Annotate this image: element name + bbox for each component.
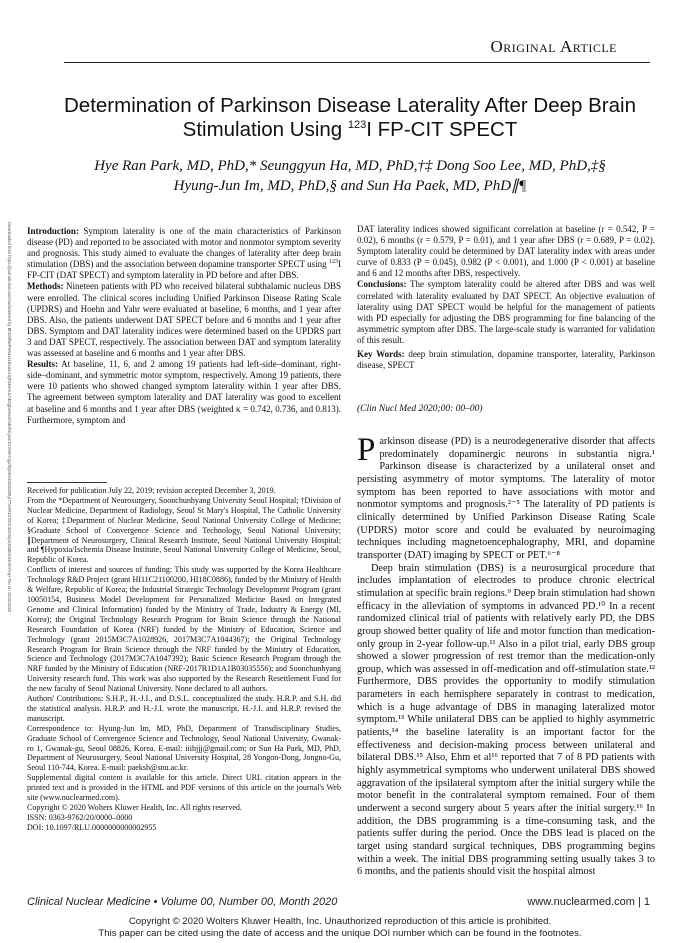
copyright-banner <box>0 916 680 940</box>
authors-line-2: Hyung-Jun Im, MD, PhD,§ and Sun Ha Paek, MD, PhD∥¶ <box>173 178 527 194</box>
body-paragraph-2: Deep brain stimulation (DBS) is a neurosurgical procedure that includes implantation of electrodes to produce chronic electrical stimulation at specific brain regions.⁹ Deep brain stimulation had shown efficacy in the alleviation of symptoms in advanced PD.¹⁰ In a recent randomized clinical trial of patients with relatively early PD, the DBS group showed better quality of life and motor function than medication-only group in 2-year follow-up.¹¹ Also in a pilot trial, early DBS group showed a slower progression of rest tremor than the medication-only group, which was assessed in off-medication and off-stimulation state.¹² Furthermore, DBS provides the opportunity to modify stimulation parameters in each hemisphere separately in contrast to medication, which is a huge advantage of DBS in managing lateralized motor symptom.¹³ While unilateral DBS can be applied to highly asymmetric patients,¹⁴ the baseline laterality is an important factor for the effectiveness and decision-making process between unilateral and bilateral DBS.¹⁵ Also, Ehm et al¹⁶ reported that 7 of 8 PD patients with highly asymmetrical symptoms who underwent unilateral DBS showed aggravation of the ipsilateral symptom after the initial surgery while the motor benefit in the contralateral symptom remained. Four of them underwent a second surgery about 5 years after the initial surgery.¹⁶ In addition, the DBS programming is a time-consuming task, and the patients suffer during the period. Once the DBS lead is placed on the target using standard surgical techniques, DBS programming begins within a week. The initial DBS programming setting usually takes 3 to 6 months, and the patients should visit the hospital almost <box>357 562 655 878</box>
contributions-note: Authors' Contributions: S.H.P., H.-J.I., and D.S.L. conceptualized the study. H.R.P. and S.H. did the statistical analysis. H.R.P. and H.-J.I. wrote the manuscript. H.-J.I. and H.R.P. revised the manuscript. <box>27 694 341 723</box>
citation: (Clin Nucl Med 2020;00: 00–00) <box>357 404 483 414</box>
received-note: Received for publication July 22, 2019; revision accepted December 3, 2019. <box>27 486 276 495</box>
body-text <box>357 432 655 879</box>
abstract-methods: Methods: Nineteen patients with PD who received bilateral subthalamic nucleus DBS were enrolled. The clinical scores including Unified Parkinson Disease Rating Scale (UPDRS) and Hoehn and Yahr were evaluated at baseline, 6 months, and 1 year after DBS. Also, the patients underwent DAT SPECT before and 6 months and 1 year after DBS. Symptom and DAT laterality indices were determined based on the UPDRS part 3 and DAT SPECT, respectively. The association between DAT and symptom laterality was assessed at baseline and 6 months and 1 year after DBS. <box>27 281 341 359</box>
abstract-conclusions: Conclusions: The symptom laterality could be altered after DBS and was well correlated with laterality evaluated by DAT SPECT. An objective evaluation of laterality using DAT SPECT would be helpful for the management of patients with PD especially for adjusting the DBS programming for fine balancing of the asymmetric symptom after DBS. The large-scale study is warranted for validation of this result. <box>357 279 655 345</box>
abstract-right <box>357 224 655 371</box>
copyright-line-1: Copyright © 2020 Wolters Kluwer Health, Inc. Unauthorized reproduction of this article is prohibited. <box>128 916 552 927</box>
conflicts-note: Conflicts of interest and sources of funding: This study was supported by the Korea Healthcare Technology R&D Project (grant HI11C21100200, HI18C0886), funded by the Ministry of Health & Welfare, Republic of Korea; the Industrial Strategic Technology Development Program (grant 10050154, Business Model Development for Personalized Medicine Based on Integrated Genome and Clinical Information) funded by the Ministry of Trade, Industry & Energy (MI, Korea); the Original Technology Research Program for Brain Science through the National Research Foundation of Korea (NRF) funded by the Ministry of Education, Science and Technology (grant 2015M3C7A1028926, 2017M3C7A1044367); the Original Technology Research Program for Brain Science through the NRF funded by the Ministry of Education, Science and Technology (2017M3C7A1047392); Basic Science Research Program through the NRF funded by the Ministry of Education (NRF-2017R1D1A1B03035556); and Soonchunhyang University research fund. This work was also supported by the Research Resettlement Fund for the new faculty of Seoul National University. None declared to all authors. <box>27 565 341 694</box>
copyright-line-2: This paper can be cited using the date of access and the unique DOI number which can be found in the footnotes. <box>98 928 582 939</box>
abstract-results: Results: At baseline, 11, 6, and 2 among 19 patients had left-side–dominant, right-side–dominant, and symmetric motor symptom, respectively. Among 19 patients, there were 10 patients who showed changed symptom laterality within 1 year after DBS. The agreement between symptom laterality and DAT laterality was good to excellent at baseline and 6 months and 1 year after DBS (weighted κ = 0.742, 0.736, and 0.813). Furthermore, symptom and <box>27 359 341 425</box>
footnotes <box>27 486 341 833</box>
doi-note: DOI: 10.1097/RLU.0000000000002955 <box>27 822 157 832</box>
header-rule <box>64 62 650 63</box>
affiliations-note: From the *Department of Neurosurgery, Soonchunhyang University Seoul Hospital; †Division of Nuclear Medicine, Department of Radiology, Seoul St Mary's Hospital, The Catholic University of Korea; ‡Department of Nuclear Medicine, Seoul National University College of Medicine; §Graduate School of Convergence Science and Technology, Seoul National University; ∥Department of Neurosurgery, Clinical Research Institute, Seoul National University Hospital; and ¶Hypoxia/Ischemia Disease Institute, Seoul National University College of Medicine, Seoul, Republic of Korea. <box>27 495 341 565</box>
abstract-results-continued: DAT laterality indices showed significant correlation at baseline (r = 0.542, P = 0.02), 6 months (r = 0.579, P = 0.01), and 1 year after DBS (r = 0.689, P = 0.02). Symptom laterality could be determined by DAT laterality index with areas under curve of 0.833 (P = 0.045), 0.982 (P < 0.001), and 1.000 (P < 0.001) at baseline and 6 and 12 months after DBS, respectively. <box>357 224 655 279</box>
drop-cap: P <box>357 432 376 468</box>
authors-line-1: Hye Ran Park, MD, PhD,* Seunggyun Ha, MD, PhD,†‡ Dong Soo Lee, MD, PhD,‡§ <box>94 158 606 174</box>
abstract-keywords: Key Words: deep brain stimulation, dopamine transporter, laterality, Parkinson disease, SPECT <box>357 349 655 371</box>
site-page-number: www.nuclearmed.com | 1 <box>527 896 650 908</box>
download-watermark: Downloaded from https://journals.lww.com/nuclearmed by BhDMf5ePHKav1zEoum1tQfN4a+kJLhEZgbsIHo4XMi0hCywCX1AWnYQp/IlQrHD3i3D0OdRyi7TvSFl4Cf3VC4/OAVpDDa8KKGKV0Ymy+78= on 10/31/2020 <box>7 222 12 613</box>
supplemental-note: Supplemental digital content is available for this article. Direct URL citation appears in the printed text and is provided in the HTML and PDF versions of this article on the journal's Web site (www.nuclearmed.com). <box>27 773 341 803</box>
journal-info: Clinical Nuclear Medicine • Volume 00, Number 00, Month 2020 <box>27 896 338 908</box>
author-list <box>40 156 660 196</box>
abstract-introduction: Introduction: Symptom laterality is one of the main characteristics of Parkinson disease (PD) and reported to be associated with motor and nonmotor symptom severity and prognosis. This study aimed to evaluate the changes of laterality after deep brain stimulation (DBS) and the association between dopamine transporter SPECT using $^{123}$I FP-CIT (DAT SPECT) and symptom laterality in PD before and after DBS. <box>27 226 341 281</box>
title-line-1: Determination of Parkinson Disease Laterality After Deep Brain <box>63 94 636 117</box>
footnote-rule <box>27 482 107 483</box>
copyright-note: Copyright © 2020 Wolters Kluwer Health, Inc. All rights reserved. <box>27 803 242 812</box>
abstract-left <box>27 226 341 426</box>
correspondence-note: Correspondence to: Hyung-Jun Im, MD, PhD, Department of Transdisciplinary Studies, Graduate School of Convergence Science and Technology, Seoul National University, Gwanak-ro 1, Gwanak-gu, Seoul 08826, Korea. E-mail: iiihjjj@gmail.com; or Sun Ha Paek, MD, PhD, Department of Neurosurgery, Seoul National University Hospital, 28 Yongon-Dong, Jongno-Gu, Seoul 110-744, Korea. E-mail: paeksh@snu.ac.kr. <box>27 723 341 773</box>
title-line-2: Stimulation Using $^{123}$I FP-CIT SPECT <box>182 118 518 141</box>
body-paragraph-1: Parkinson disease (PD) is a neurodegenerative disorder that affects predominately dopaminergic neurons in substantia nigra.¹ Parkinson disease is characterized by a unilateral onset and persisting asymmetry of motor symptoms. The laterality of motor symptom has been reported to have associations with motor and nonmotor symptoms and prognosis.²⁻⁵ The laterality of PD patients is clinically determined by Unified Parkinson Disease Rating Scale (UPDRS) motor score and could be evaluated by neuroimaging techniques including magnetoencephalography, MRI, and dopamine transporter (DAT) imaging by SPECT or PET.⁶⁻⁸ <box>357 432 655 561</box>
section-label: Original Article <box>490 37 617 56</box>
issn-note: ISSN: 0363-9762/20/0000–0000 <box>27 812 133 822</box>
article-title <box>40 94 660 142</box>
